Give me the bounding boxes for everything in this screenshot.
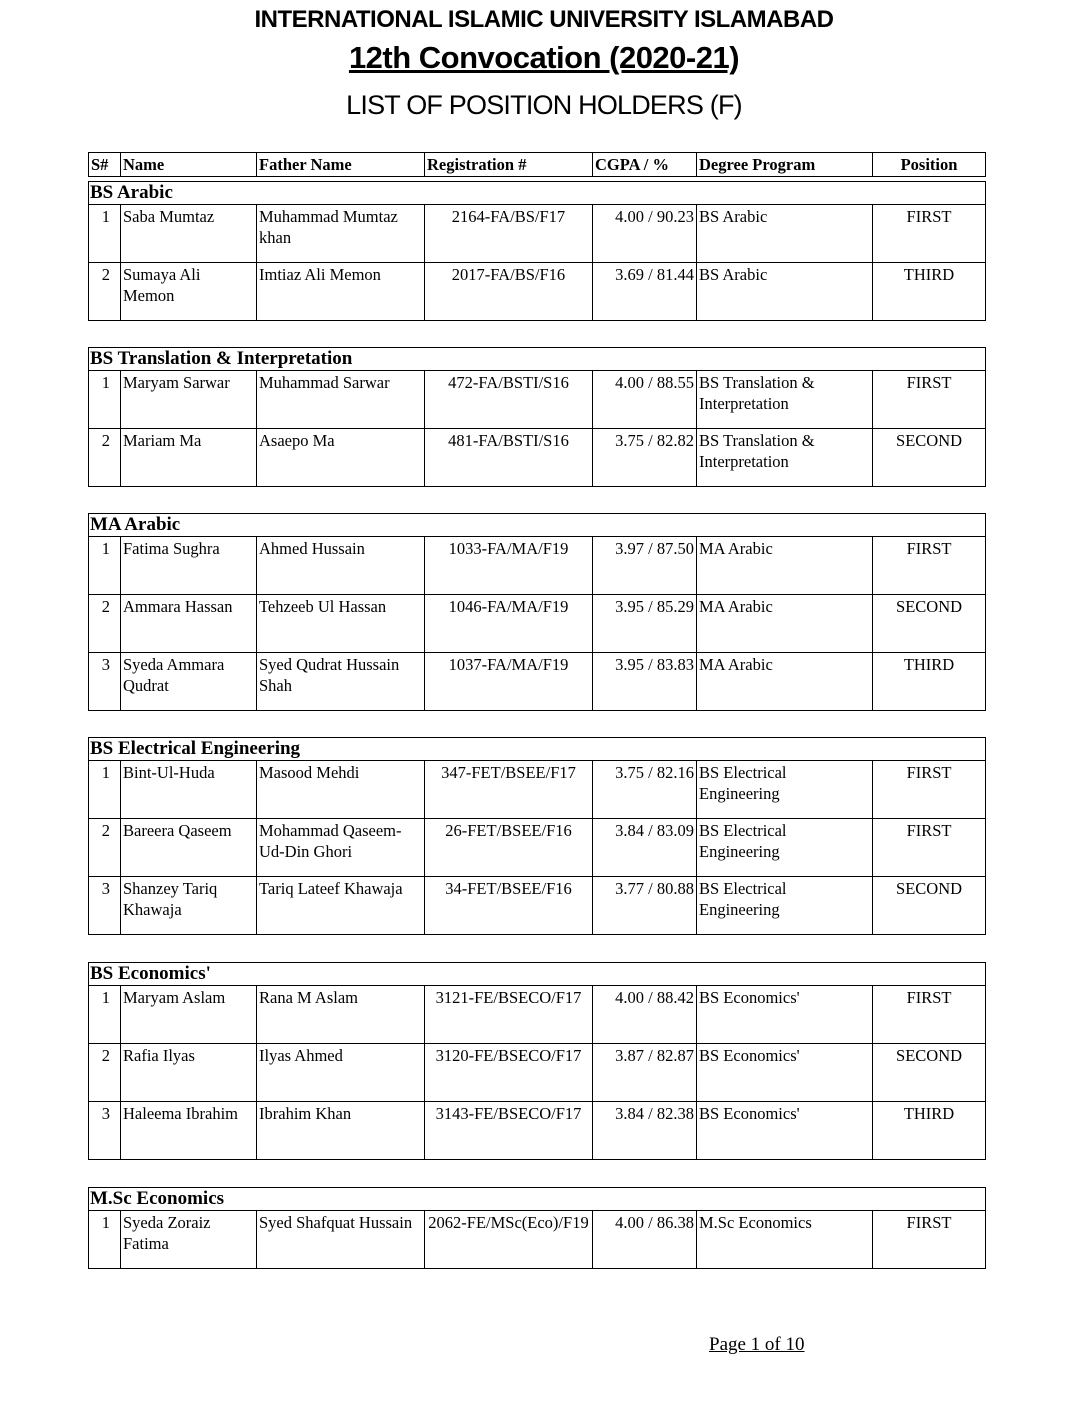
cell-sn: 2	[89, 1044, 121, 1102]
cell-position: FIRST	[873, 537, 986, 595]
cell-position: SECOND	[873, 1044, 986, 1102]
table-row	[89, 1211, 986, 1269]
section-title-row	[89, 514, 986, 537]
table-row	[89, 371, 986, 429]
cell-name: Syeda Zoraiz Fatima	[121, 1211, 257, 1269]
cell-name: Sumaya Ali Memon	[121, 263, 257, 321]
cell-father: Rana M Aslam	[257, 986, 425, 1044]
cell-reg: 3121-FE/BSECO/F17	[425, 986, 593, 1044]
table-row	[89, 429, 986, 487]
column-header-table	[88, 152, 986, 177]
table-row	[89, 761, 986, 819]
cell-sn: 3	[89, 1102, 121, 1160]
cell-program: BS Arabic	[697, 205, 873, 263]
table-row	[89, 1044, 986, 1102]
section-title: M.Sc Economics	[89, 1188, 986, 1211]
cell-father: Masood Mehdi	[257, 761, 425, 819]
cell-cgpa: 3.77 / 80.88	[593, 877, 697, 935]
cell-cgpa: 4.00 / 86.38	[593, 1211, 697, 1269]
table-row	[89, 263, 986, 321]
cell-program: BS Electrical Engineering	[697, 877, 873, 935]
table-row	[89, 819, 986, 877]
cell-cgpa: 3.95 / 85.29	[593, 595, 697, 653]
col-registration: Registration #	[425, 153, 593, 177]
cell-father: Syed Qudrat Hussain Shah	[257, 653, 425, 711]
table-row	[89, 986, 986, 1044]
cell-father: Ilyas Ahmed	[257, 1044, 425, 1102]
cell-program: BS Electrical Engineering	[697, 819, 873, 877]
cell-reg: 472-FA/BSTI/S16	[425, 371, 593, 429]
cell-reg: 1046-FA/MA/F19	[425, 595, 593, 653]
section-title: BS Electrical Engineering	[89, 738, 986, 761]
table-row	[89, 595, 986, 653]
col-sn: S#	[89, 153, 121, 177]
cell-father: Ahmed Hussain	[257, 537, 425, 595]
cell-reg: 347-FET/BSEE/F17	[425, 761, 593, 819]
cell-reg: 2062-FE/MSc(Eco)/F19	[425, 1211, 593, 1269]
section-title: MA Arabic	[89, 514, 986, 537]
cell-father: Mohammad Qaseem-Ud-Din Ghori	[257, 819, 425, 877]
cell-position: FIRST	[873, 761, 986, 819]
cell-position: FIRST	[873, 819, 986, 877]
section-title: BS Translation & Interpretation	[89, 348, 986, 371]
cell-program: M.Sc Economics	[697, 1211, 873, 1269]
university-title: INTERNATIONAL ISLAMIC UNIVERSITY ISLAMABAD	[254, 6, 834, 33]
cell-reg: 2017-FA/BS/F16	[425, 263, 593, 321]
cell-father: Tehzeeb Ul Hassan	[257, 595, 425, 653]
cell-name: Shanzey Tariq Khawaja	[121, 877, 257, 935]
cell-name: Bareera Qaseem	[121, 819, 257, 877]
cell-position: FIRST	[873, 986, 986, 1044]
cell-position: SECOND	[873, 877, 986, 935]
cell-father: Tariq Lateef Khawaja	[257, 877, 425, 935]
section-table	[88, 737, 986, 935]
cell-sn: 2	[89, 429, 121, 487]
cell-program: BS Economics'	[697, 1044, 873, 1102]
table-row	[89, 537, 986, 595]
col-name: Name	[121, 153, 257, 177]
cell-position: SECOND	[873, 429, 986, 487]
cell-father: Muhammad Mumtaz khan	[257, 205, 425, 263]
cell-program: BS Translation & Interpretation	[697, 371, 873, 429]
cell-position: FIRST	[873, 1211, 986, 1269]
section-title: BS Economics'	[89, 963, 986, 986]
cell-name: Ammara Hassan	[121, 595, 257, 653]
section-title-row	[89, 963, 986, 986]
cell-program: BS Economics'	[697, 986, 873, 1044]
col-father-name: Father Name	[257, 153, 425, 177]
col-position: Position	[873, 153, 986, 177]
cell-reg: 3120-FE/BSECO/F17	[425, 1044, 593, 1102]
cell-cgpa: 3.69 / 81.44	[593, 263, 697, 321]
cell-reg: 26-FET/BSEE/F16	[425, 819, 593, 877]
cell-sn: 2	[89, 819, 121, 877]
cell-name: Haleema Ibrahim	[121, 1102, 257, 1160]
cell-program: BS Electrical Engineering	[697, 761, 873, 819]
cell-reg: 1037-FA/MA/F19	[425, 653, 593, 711]
table-row	[89, 1102, 986, 1160]
cell-cgpa: 3.97 / 87.50	[593, 537, 697, 595]
cell-cgpa: 4.00 / 88.55	[593, 371, 697, 429]
cell-program: MA Arabic	[697, 537, 873, 595]
cell-cgpa: 3.84 / 82.38	[593, 1102, 697, 1160]
list-title: LIST OF POSITION HOLDERS (F)	[346, 90, 742, 120]
cell-position: SECOND	[873, 595, 986, 653]
cell-position: THIRD	[873, 653, 986, 711]
cell-cgpa: 3.84 / 83.09	[593, 819, 697, 877]
section-table	[88, 513, 986, 711]
cell-father: Syed Shafquat Hussain	[257, 1211, 425, 1269]
cell-sn: 2	[89, 595, 121, 653]
cell-reg: 34-FET/BSEE/F16	[425, 877, 593, 935]
cell-name: Syeda Ammara Qudrat	[121, 653, 257, 711]
section-table	[88, 347, 986, 487]
cell-cgpa: 3.75 / 82.82	[593, 429, 697, 487]
table-row	[89, 205, 986, 263]
convocation-title: 12th Convocation (2020-21)	[348, 40, 740, 75]
cell-position: THIRD	[873, 1102, 986, 1160]
cell-sn: 3	[89, 877, 121, 935]
cell-name: Bint-Ul-Huda	[121, 761, 257, 819]
section-title-row	[89, 738, 986, 761]
cell-reg: 2164-FA/BS/F17	[425, 205, 593, 263]
cell-name: Saba Mumtaz	[121, 205, 257, 263]
cell-name: Mariam Ma	[121, 429, 257, 487]
section-title-row	[89, 348, 986, 371]
cell-cgpa: 3.87 / 82.87	[593, 1044, 697, 1102]
column-header-row	[89, 153, 986, 177]
section-title: BS Arabic	[89, 182, 986, 205]
cell-reg: 1033-FA/MA/F19	[425, 537, 593, 595]
cell-program: BS Arabic	[697, 263, 873, 321]
section-title-row	[89, 182, 986, 205]
col-cgpa: CGPA / %	[593, 153, 697, 177]
section-table	[88, 181, 986, 321]
section-table	[88, 1187, 986, 1269]
cell-position: THIRD	[873, 263, 986, 321]
cell-position: FIRST	[873, 371, 986, 429]
cell-sn: 1	[89, 1211, 121, 1269]
col-degree-program: Degree Program	[697, 153, 873, 177]
cell-sn: 1	[89, 761, 121, 819]
cell-program: BS Economics'	[697, 1102, 873, 1160]
cell-sn: 1	[89, 986, 121, 1044]
cell-sn: 1	[89, 537, 121, 595]
cell-cgpa: 4.00 / 90.23	[593, 205, 697, 263]
cell-name: Maryam Sarwar	[121, 371, 257, 429]
table-row	[89, 877, 986, 935]
cell-cgpa: 3.75 / 82.16	[593, 761, 697, 819]
cell-sn: 2	[89, 263, 121, 321]
cell-father: Ibrahim Khan	[257, 1102, 425, 1160]
cell-reg: 3143-FE/BSECO/F17	[425, 1102, 593, 1160]
cell-sn: 3	[89, 653, 121, 711]
cell-reg: 481-FA/BSTI/S16	[425, 429, 593, 487]
section-title-row	[89, 1188, 986, 1211]
page-number: Page 1 of 10	[709, 1334, 805, 1355]
cell-program: BS Translation & Interpretation	[697, 429, 873, 487]
cell-cgpa: 3.95 / 83.83	[593, 653, 697, 711]
cell-program: MA Arabic	[697, 653, 873, 711]
cell-sn: 1	[89, 205, 121, 263]
cell-name: Maryam Aslam	[121, 986, 257, 1044]
cell-father: Muhammad Sarwar	[257, 371, 425, 429]
cell-cgpa: 4.00 / 88.42	[593, 986, 697, 1044]
cell-name: Fatima Sughra	[121, 537, 257, 595]
cell-father: Imtiaz Ali Memon	[257, 263, 425, 321]
cell-position: FIRST	[873, 205, 986, 263]
cell-name: Rafia Ilyas	[121, 1044, 257, 1102]
section-table	[88, 962, 986, 1160]
cell-program: MA Arabic	[697, 595, 873, 653]
cell-father: Asaepo Ma	[257, 429, 425, 487]
cell-sn: 1	[89, 371, 121, 429]
table-row	[89, 653, 986, 711]
